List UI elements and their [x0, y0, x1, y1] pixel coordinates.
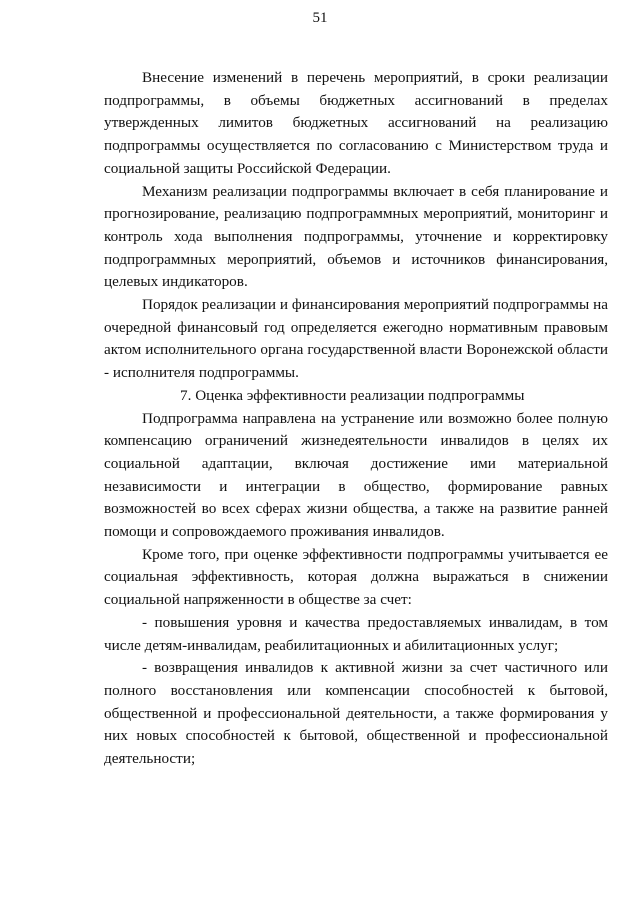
paragraph-procedure: Порядок реализации и финансирования мероприятий подпрограммы на очередной финансовый год определяется ежегодно нормативным правовым актом исполнительного органа государственной власти Воронежской области - исполнителя подпрограммы. — [104, 296, 608, 382]
section-heading — [104, 385, 608, 408]
list-item-services: - повышения уровня и качества предоставляемых инвалидам, в том числе детям-инвалидам, реабилитационных и абилитационных услуг; — [104, 613, 608, 654]
paragraph-mechanism: Механизм реализации подпрограммы включает в себя планирование и прогнозирование, реализацию подпрограммных мероприятий, мониторинг и контроль хода выполнения подпрограммы, уточнение и корректировку подпрограммных мероприятий, объемов и источников финансирования, целевых индикаторов. — [104, 182, 608, 291]
page-number: 51 — [312, 10, 328, 26]
page-body — [104, 67, 608, 771]
paragraph-goal: Подпрограмма направлена на устранение или возможно более полную компенсацию ограничений жизнедеятельности инвалидов в целях их социальной адаптации, включая достижение ими материальной независимости и интеграции в общество, формирование равных возможностей во всех сферах жизни общества, а также на развитие ранней помощи и сопровождаемого проживания инвалидов. — [104, 409, 608, 541]
list-item-return-to-life: - возвращения инвалидов к активной жизни за счет частичного или полного восстановления или компенсации способностей к бытовой, общественной и профессиональной деятельности, а также формирования у них новых способностей к бытовой, общественной и профессиональной деятельности; — [104, 659, 608, 768]
paragraph-amendments: Внесение изменений в перечень мероприятий, в сроки реализации подпрограммы, в объемы бюджетных ассигнований в пределах утвержденных лимитов бюджетных ассигнований на реализацию подпрограммы осуществляется по согласованию с Министерством труда и социальной защиты Российской Федерации. — [104, 69, 608, 177]
paragraph-social-effect: Кроме того, при оценке эффективности подпрограммы учитывается ее социальная эффективность, которая должна выражаться в снижении социальной напряженности в обществе за счет: — [104, 545, 608, 609]
section-heading-text: 7. Оценка эффективности реализации подпрограммы — [180, 386, 525, 404]
